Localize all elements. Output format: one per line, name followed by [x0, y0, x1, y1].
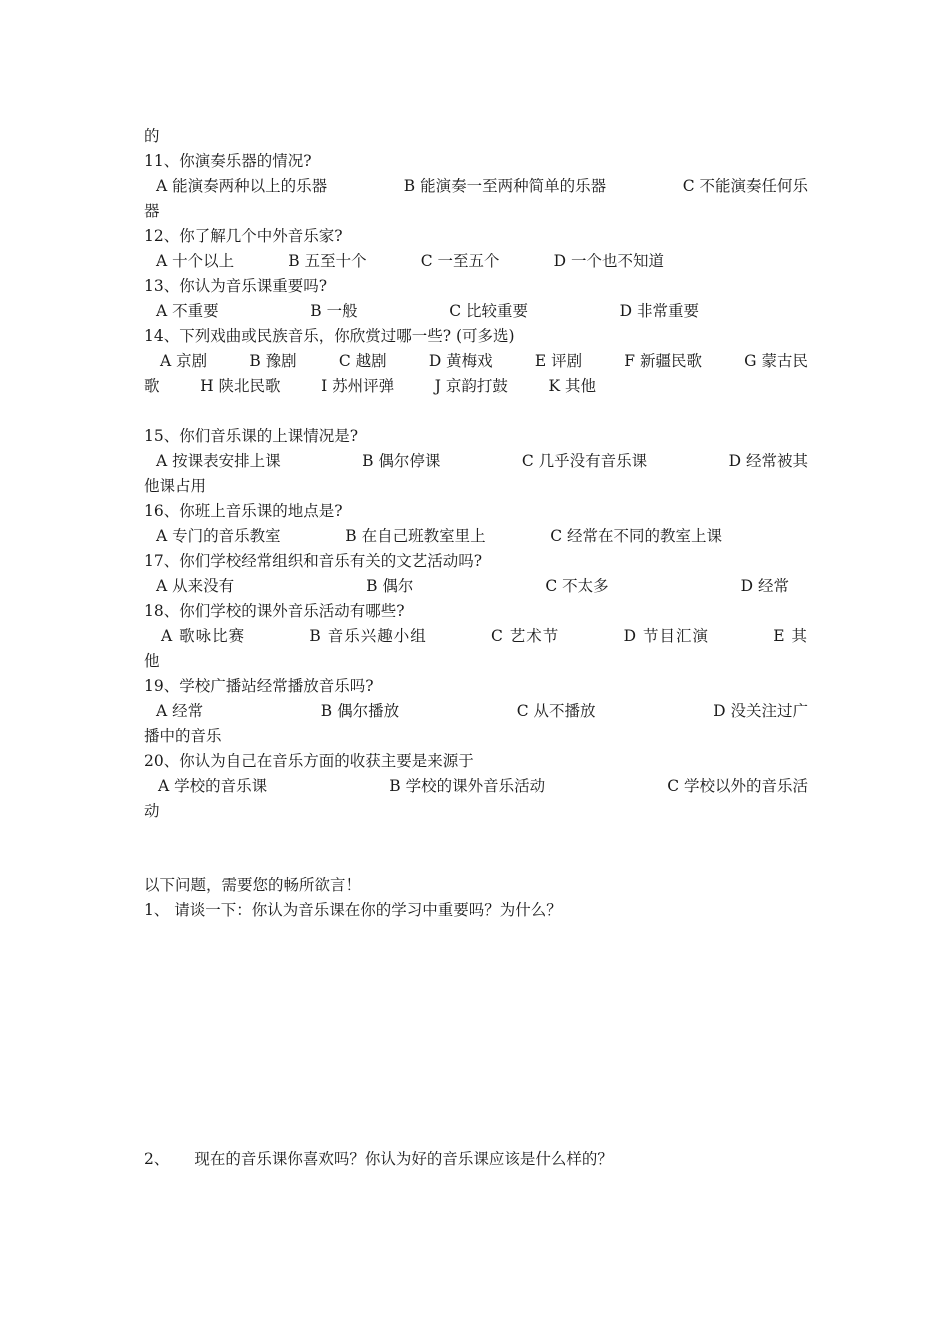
question-18: 18、你们学校的课外音乐活动有哪些?: [144, 602, 405, 620]
option: B 偶尔停课: [362, 452, 441, 470]
question-16: 16、你班上音乐课的地点是?: [144, 502, 343, 520]
option: C 不能演奏任何乐: [682, 177, 808, 195]
question-20: 20、你认为自己在音乐方面的收获主要是来源于: [144, 752, 474, 770]
option: E 其: [773, 627, 808, 645]
text-line: 动: [144, 802, 160, 820]
option: A 经常: [156, 702, 204, 720]
option: A 不重要: [156, 302, 219, 320]
question-12: 12、你了解几个中外音乐家?: [144, 227, 343, 245]
text-line: 他: [144, 652, 160, 670]
option: C 几乎没有音乐课: [521, 452, 648, 470]
option: B 音乐兴趣小组: [309, 627, 427, 645]
option: D 黄梅戏: [428, 352, 493, 370]
open-questions-intro: 以下问题，需要您的畅所欲言！: [144, 876, 362, 894]
question-16-options: [144, 524, 722, 549]
option: B 能演奏一至两种简单的乐器: [403, 177, 607, 195]
question-13-options: [144, 299, 699, 324]
option: D 一个也不知道: [553, 252, 664, 270]
option: C 从不播放: [516, 702, 596, 720]
question-19-options: [144, 699, 808, 724]
open-question-2-number: 2、: [144, 1150, 170, 1168]
option: K 其他: [548, 377, 596, 395]
text-line: 器: [144, 202, 160, 220]
option: D 节目汇演: [623, 627, 709, 645]
option: B 偶尔播放: [320, 702, 400, 720]
question-12-options: [144, 249, 664, 274]
option: A 十个以上: [156, 252, 235, 270]
option: D 非常重要: [619, 302, 699, 320]
text-line: 他课占用: [144, 477, 207, 495]
option: D 经常被其: [728, 452, 808, 470]
option: B 在自己班教室里上: [345, 527, 486, 545]
text-line: 播中的音乐: [144, 727, 222, 745]
option: H 陕北民歌: [200, 377, 281, 395]
option: C 一至五个: [420, 252, 500, 270]
option: A 歌咏比赛: [161, 627, 246, 645]
option: I 苏州评弹: [321, 377, 395, 395]
option: A 从来没有: [156, 577, 235, 595]
option: D 经常: [740, 577, 789, 595]
question-20-options: [144, 774, 808, 799]
option: C 不太多: [545, 577, 609, 595]
option: G 蒙古民: [744, 352, 808, 370]
option: B 豫剧: [249, 352, 297, 370]
option: E 评剧: [534, 352, 583, 370]
option: B 偶尔: [366, 577, 414, 595]
option: C 经常在不同的教室上课: [550, 527, 722, 545]
option: J 京韵打鼓: [434, 377, 508, 395]
option: A 京剧: [160, 352, 208, 370]
open-question-2-text: 现在的音乐课你喜欢吗？你认为好的音乐课应该是什么样的？: [194, 1150, 613, 1168]
question-19: 19、学校广播站经常播放音乐吗?: [144, 677, 374, 695]
question-14-options-cont: [144, 374, 596, 399]
option: C 艺术节: [491, 627, 560, 645]
option: A 专门的音乐教室: [156, 527, 281, 545]
option: B 学校的课外音乐活动: [389, 777, 546, 795]
option: F 新疆民歌: [624, 352, 702, 370]
option: A 按课表安排上课: [156, 452, 281, 470]
question-15: 15、你们音乐课的上课情况是?: [144, 427, 359, 445]
question-14-options: [144, 349, 808, 374]
question-17: 17、你们学校经常组织和音乐有关的文艺活动吗?: [144, 552, 483, 570]
question-17-options: [144, 574, 789, 599]
open-question-2: [144, 1147, 808, 1172]
open-question-1: 1、 请谈一下：你认为音乐课在你的学习中重要吗？为什么？: [144, 901, 562, 919]
question-11-options: [144, 174, 808, 199]
option: A 能演奏两种以上的乐器: [156, 177, 328, 195]
option: B 一般: [310, 302, 358, 320]
question-18-options: [144, 624, 808, 649]
option: C 比较重要: [449, 302, 528, 320]
option: A 学校的音乐课: [158, 777, 268, 795]
option: B 五至十个: [288, 252, 367, 270]
option: 歌: [144, 377, 160, 395]
option: D 没关注过广: [713, 702, 808, 720]
text-line: 的: [144, 127, 160, 145]
question-11: 11、你演奏乐器的情况?: [144, 152, 312, 170]
question-15-options: [144, 449, 808, 474]
question-13: 13、你认为音乐课重要吗?: [144, 277, 328, 295]
option: C 学校以外的音乐活: [667, 777, 808, 795]
option: C 越剧: [338, 352, 387, 370]
question-14: 14、下列戏曲或民族音乐，你欣赏过哪一些? (可多选): [144, 327, 515, 345]
